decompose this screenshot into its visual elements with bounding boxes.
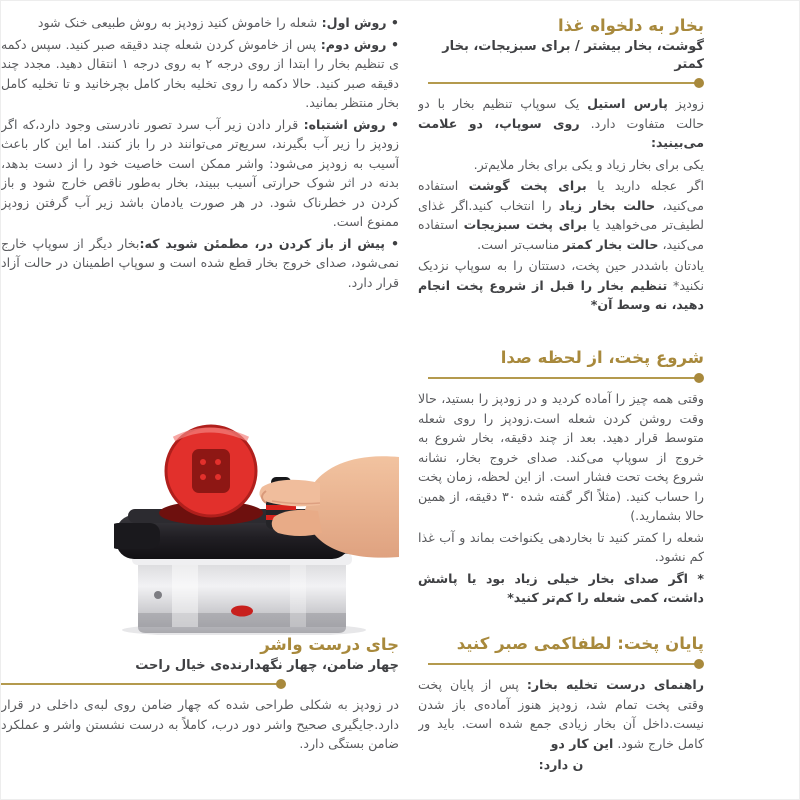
section-body [418,94,704,315]
paragraph: زودپز پارس استیل یک سوپاپ تنظیم بخار با دو حالت متفاوت دارد. روی سوپاپ، دو علامت می‌بینید: [418,96,704,150]
bullet-item-before-opening: • پیش از باز کردن در، مطمئن شوید که:بخار دیگر از سوپاپ خارج نمی‌شود، صدای خروج بخار قطع شده است و سوپاپ اطمینان در حالت آزاد قرار دارد. [1,235,399,290]
bullet-list [1,13,399,399]
section-steam-choice [418,15,704,347]
section-heading: بخار به دلخواه غذا [558,16,704,35]
divider-dot-icon [694,78,704,88]
divider-dot-icon [276,679,286,689]
paragraph: یکی برای بخار زیاد و یکی برای بخار ملایم‌تر. [473,156,704,172]
section-subtitle: چهار ضامن، چهار نگهدارنده‌ی خیال راحت [135,658,399,673]
section-body [1,695,399,754]
section-divider [1,677,286,691]
bullet-item-method-1: • روش اول: شعله را خاموش کنید زودپز به روش طبیعی خنک شود [37,15,399,30]
paragraph: شعله را کمتر کنید تا بخاردهی یکنواخت بماند و آب غذا کم نشود. [418,529,704,564]
paragraph: اگر عجله دارید یا برای پخت گوشت استفاده می‌کنید، حالت بخار زیاد را انتخاب کنید.اگر غذای لطیف‌تر می‌خواهید یا برای پخت سبزیجات استفاده می‌کنید، حالت بخار کمتر مناسب‌تر است. [418,178,704,252]
paragraph: یادتان باشددر حین پخت، دستتان را به سوپاپ نزدیک نکنید* تنظیم بخار را قبل از شروع پخت انجام دهید، نه وسط آن* [418,258,704,312]
divider-line [1,683,277,685]
divider-line [428,377,695,379]
section-gasket [1,634,399,800]
bullet-item-wrong-method: • روش اشتباه: قرار دادن زیر آب سرد تصور نادرستی وجود دارد،که اگر زودپز را زیر آب بگیرند، سریع‌تر می‌توانند در را باز کنند. اما این کار باعث آسیب به زودپز می‌شود: واشر ممکن است خاصیت خود را از دست بدهد، بدنه در اثر شوک حرارتی آسیب ببیند، بخار به‌طور ناقص خارج شود و باز کردن در خطرناک شود. در هر صورت یادمان باشد زیر آب گرفتن زودپز ممنوع است. [1,116,399,229]
divider-dot-icon [694,659,704,669]
divider-line [428,82,695,84]
section-cook-end [418,633,704,800]
divider-line [428,663,695,665]
section-cook-start [418,347,704,633]
section-body [418,675,704,775]
paragraph: در زودپز به شکلی طراحی شده که چهار ضامن روی لبه‌ی داخلی در قرار دارد.جایگیری صحیح واشر دور درب، کاملاً به درست نشستن واشر و عملکرد ضامن بستگی دارد. [1,697,399,751]
paragraph: وقتی همه چیز را آماده کردید و در زودپز را بستید، حالا وقت روشن کردن شعله است.زودپز را روی شعله متوسط قرار دهید. بعد از چند دقیقه، بخار شروع به خروج از سوپاپ می‌کند. صدای خروج بخار، نشانه شروع پخت تحت فشار است. از این لحظه، زمان پخت را حساب کنید. (مثلاً اگر گفته شده ۳۰ دقیقه، از همین حالا بشمارید.) [418,391,704,523]
section-heading: شروع پخت، از لحظه صدا [500,348,704,367]
pressure-cooker-illustration [114,399,399,635]
paragraph-faded: ن دارد: [538,757,584,772]
paragraph: * اگر صدای بخار خیلی زیاد بود یا پاشش داشت، کمی شعله را کم‌تر کنید* [418,570,704,605]
divider-dot-icon [694,373,704,383]
section-subtitle: گوشت، بخار بیشتر / برای سبزیجات، بخار کمتر [442,39,704,72]
paragraph: راهنمای درست تخلیه بخار: پس از پایان پخت وقتی پخت تمام شد، زودپز هنوز آماده‌ی باز شدن نیست.داخل آن بخار زیادی جمع شده است. باید ور کامل خارج شود. این کار دو [418,677,704,751]
section-divider [428,76,704,90]
section-divider [428,371,704,385]
section-body [418,389,704,608]
section-heading: پایان پخت: لطفاکمی صبر کنید [456,634,704,653]
section-heading: جای درست واشر [260,635,399,654]
left-column [1,1,399,800]
section-divider [428,657,704,671]
bullet-item-method-2: • روش دوم: پس از خاموش کردن شعله چند دقیقه صبر کنید. سپس دکمه ی تنظیم بخار را ابتدا از روی درجه ۲ به روی درجه ۱ انتقال دهید. مجدد چند دقیقه صبر کنید. حالا دکمه را روی تخلیه بخار کامل بچرخانید و تا تخلیه کامل بخار منتظر بمانید. [1,36,399,110]
pressure-cooker-photo [114,399,399,635]
right-column [418,1,704,800]
